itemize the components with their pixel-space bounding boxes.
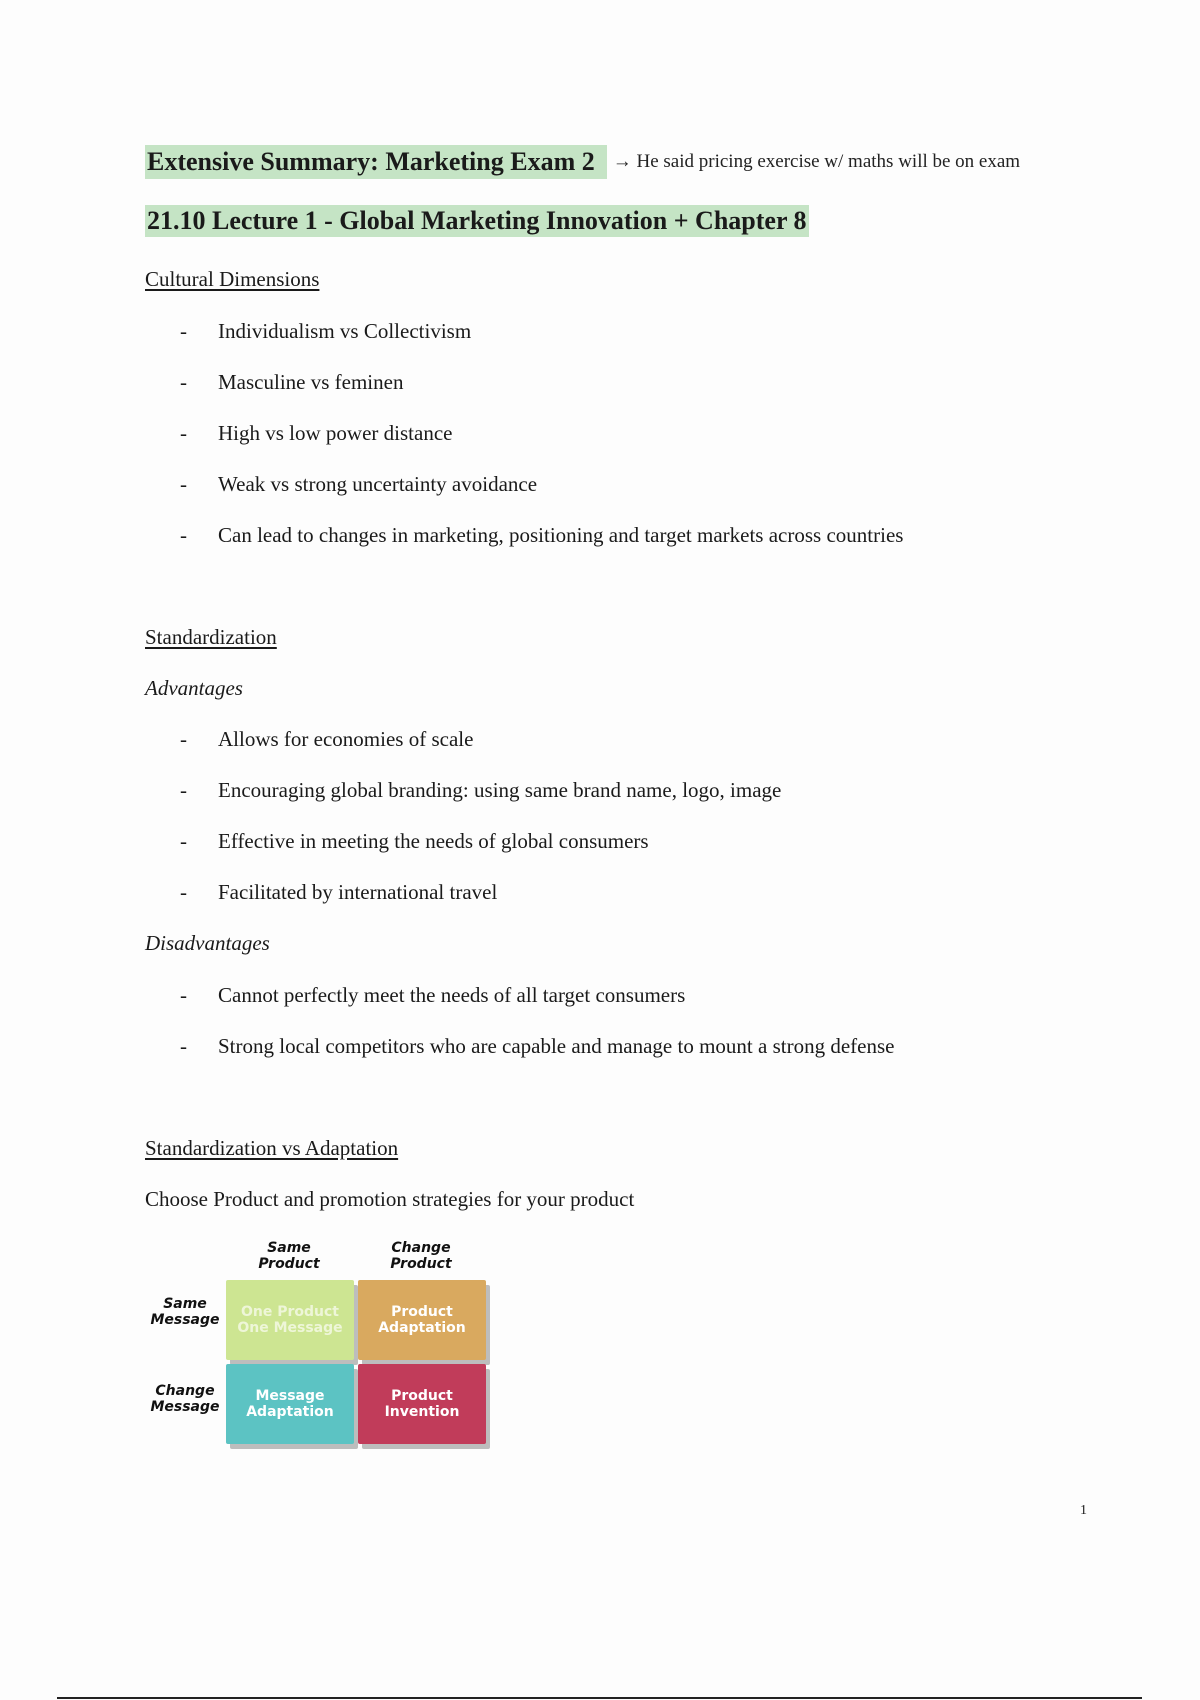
std-vs-adaptation-heading: Standardization vs Adaptation [145,1136,399,1160]
std-vs-adaptation-text: Choose Product and promotion strategies for your product [145,1187,635,1211]
page-number: 1 [1080,1503,1087,1518]
product-message-matrix [145,1230,505,1455]
list-item: - Can lead to changes in marketing, positioning and target markets across countries [180,523,904,547]
disadvantages-label: Disadvantages [145,931,270,955]
lecture-heading: 21.10 Lecture 1 - Global Marketing Innovation + Chapter 8 [147,206,807,235]
title-note: → He said pricing exercise w/ maths will be on exam [612,151,1021,172]
cultural-dimensions-list [180,319,903,574]
list-item: - Masculine vs feminen [180,370,404,394]
page-bottom-rule [57,1697,1142,1699]
cell-product-invention: Product Invention [358,1364,486,1444]
col-label-change-product: Change Product [390,1240,452,1272]
list-item: - Facilitated by international travel [180,880,498,904]
list-item: - Strong local competitors who are capable and manage to mount a strong defense [180,1034,895,1058]
cell-message-adaptation: Message Adaptation [226,1364,354,1444]
cell-product-adaptation: Product Adaptation [358,1280,486,1360]
list-item: - Effective in meeting the needs of global consumers [180,829,649,853]
list-item: - Allows for economies of scale [180,727,474,751]
row-label-same-message: Same Message [150,1296,220,1328]
cell-one-product-one-message: One Product One Message [226,1280,354,1360]
list-item: - Cannot perfectly meet the needs of all target consumers [180,983,686,1007]
col-label-same-product: Same Product [258,1240,320,1272]
advantages-list [180,727,781,931]
cultural-dimensions-heading: Cultural Dimensions [145,267,320,291]
document-title-line [145,145,1020,179]
row-label-change-message: Change Message [150,1383,220,1415]
advantages-label: Advantages [145,676,243,700]
document-title: Extensive Summary: Marketing Exam 2 [145,145,607,179]
list-item: - High vs low power distance [180,421,453,445]
list-item: - Individualism vs Collectivism [180,319,472,343]
standardization-heading: Standardization [145,625,277,649]
list-item: - Encouraging global branding: using same brand name, logo, image [180,778,782,802]
disadvantages-list [180,983,894,1085]
list-item: - Weak vs strong uncertainty avoidance [180,472,538,496]
